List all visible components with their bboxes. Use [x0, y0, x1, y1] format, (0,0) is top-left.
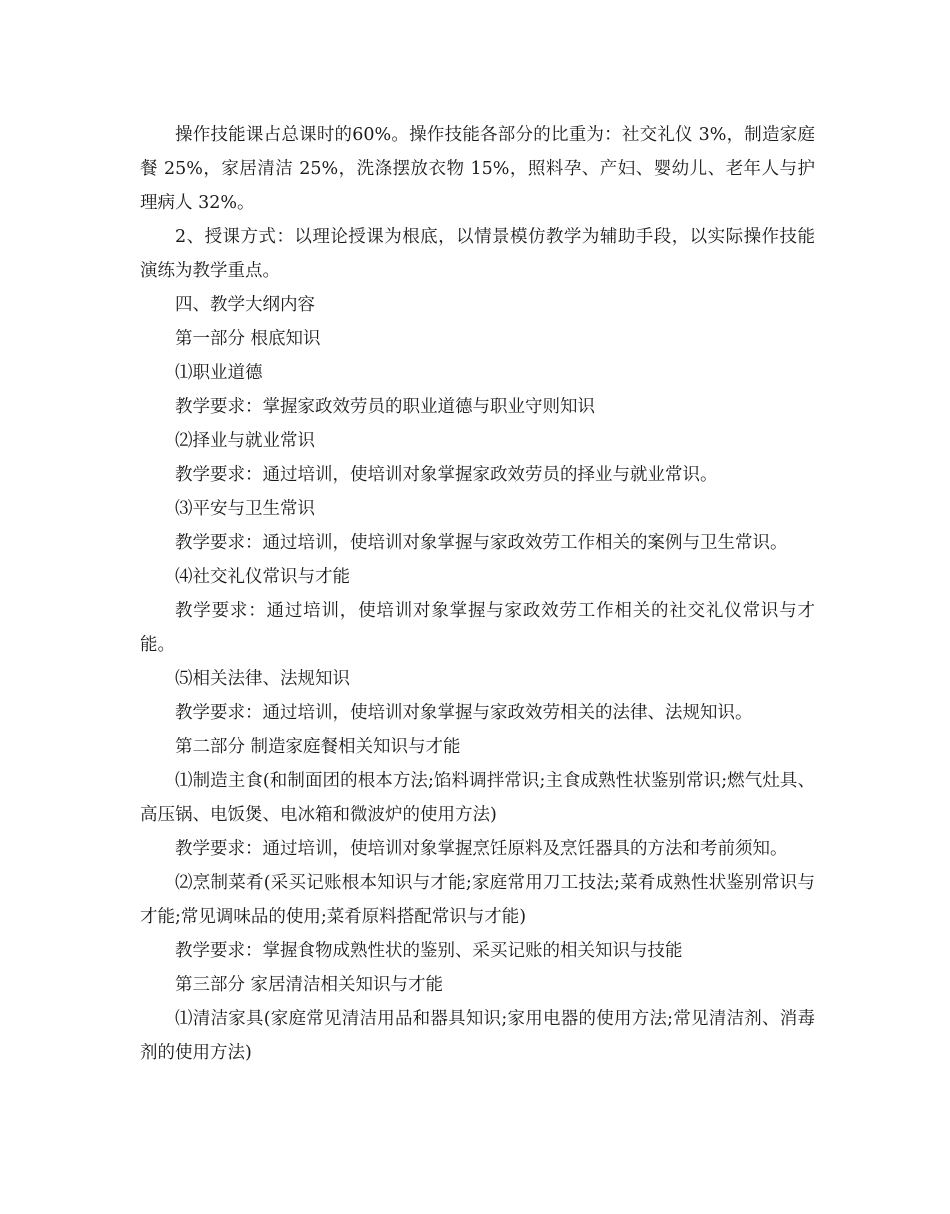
item-heading: ⑴职业道德 — [175, 363, 263, 383]
item-heading: ⑴制造主食(和制面团的根本方法;馅料调拌常识;主食成熟性状鉴别常识;燃气灶具、高压锅、电饭煲、电冰箱和微波炉的使用方法) — [140, 771, 815, 825]
teaching-requirement: 教学要求：通过培训，使培训对象掌握与家政效劳相关的法律、法规知识。 — [175, 703, 753, 723]
part-heading-3: 第三部分 家居清洁相关知识与才能 — [175, 975, 444, 995]
paragraph-skill-ratio: 操作技能课占总课时的60%。操作技能各部分的比重为：社交礼仪 3%，制造家庭餐 25%，家居清洁 25%，洗涤摆放衣物 15%，照料孕、产妇、婴幼儿、老年人与护理病人 32%。 — [140, 125, 815, 213]
teaching-requirement: 教学要求：通过培训，使培训对象掌握家政效劳员的择业与就业常识。 — [175, 465, 718, 485]
teaching-requirement: 教学要求：掌握家政效劳员的职业道德与职业守则知识 — [175, 397, 595, 417]
item-heading: ⑷社交礼仪常识与才能 — [175, 567, 350, 587]
document-body — [140, 118, 815, 1070]
teaching-requirement: 教学要求：通过培训，使培训对象掌握烹饪原料及烹饪器具的方法和考前须知。 — [175, 839, 788, 859]
paragraph-teaching-method: 2、授课方式：以理论授课为根底，以情景模仿教学为辅助手段，以实际操作技能演练为教学重点。 — [140, 227, 815, 281]
item-heading: ⑶平安与卫生常识 — [175, 499, 315, 519]
part-heading-1: 第一部分 根底知识 — [175, 329, 321, 349]
part-heading-2: 第二部分 制造家庭餐相关知识与才能 — [175, 737, 461, 757]
item-heading: ⑵烹制菜肴(采买记账根本知识与才能;家庭常用刀工技法;菜肴成熟性状鉴别常识与才能;常见调味品的使用;菜肴原料搭配常识与才能) — [140, 873, 815, 927]
teaching-requirement: 教学要求：掌握食物成熟性状的鉴别、采买记账的相关知识与技能 — [175, 941, 683, 961]
teaching-requirement: 教学要求：通过培训，使培训对象掌握与家政效劳工作相关的社交礼仪常识与才能。 — [140, 601, 815, 655]
item-heading: ⑸相关法律、法规知识 — [175, 669, 350, 689]
item-heading: ⑴清洁家具(家庭常见清洁用品和器具知识;家用电器的使用方法;常见清洁剂、消毒剂的使用方法) — [140, 1009, 815, 1063]
section-heading-syllabus: 四、教学大纲内容 — [175, 295, 315, 315]
teaching-requirement: 教学要求：通过培训，使培训对象掌握与家政效劳工作相关的案例与卫生常识。 — [175, 533, 788, 553]
item-heading: ⑵择业与就业常识 — [175, 431, 315, 451]
